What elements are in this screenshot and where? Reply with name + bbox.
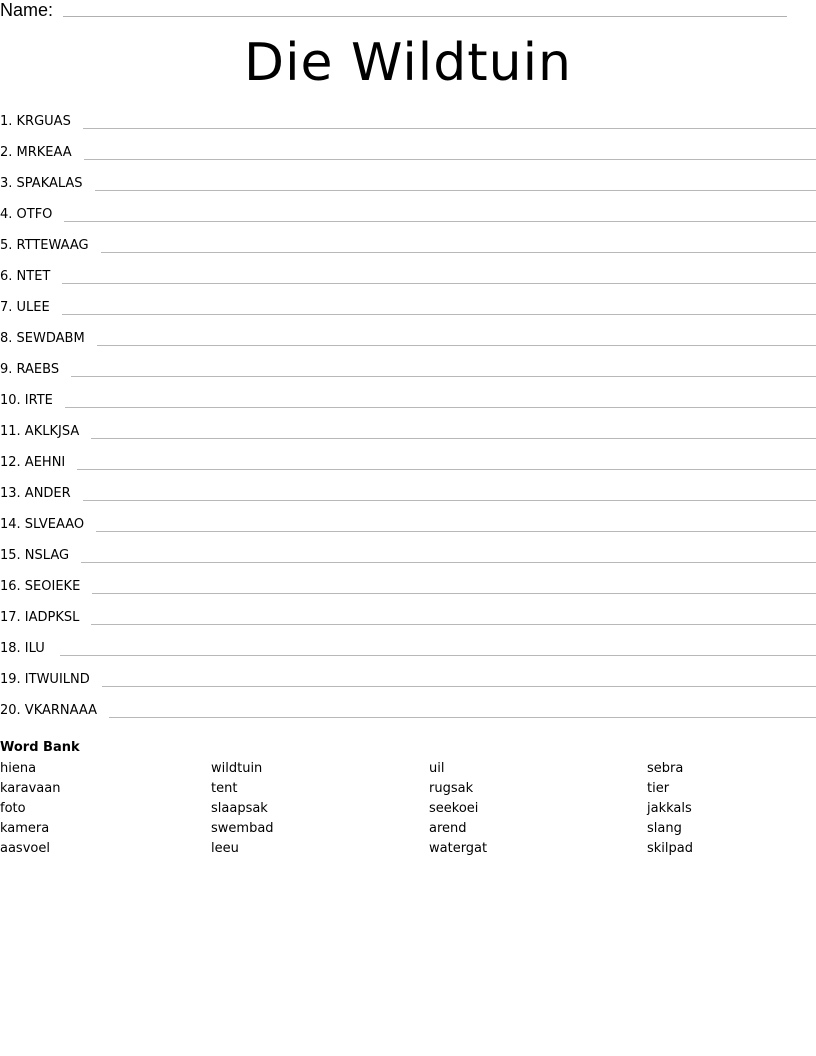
answer-line[interactable]	[60, 593, 816, 594]
puzzle-item-label: 8. SEWDABM	[0, 330, 97, 348]
puzzle-list	[0, 111, 816, 731]
word-bank-word: watergat	[429, 841, 488, 856]
answer-line[interactable]	[60, 438, 816, 439]
word-bank-word: aasvoel	[0, 841, 50, 856]
word-bank-word: kamera	[0, 821, 50, 836]
answer-line[interactable]	[60, 283, 816, 284]
word-bank-word: slang	[647, 821, 682, 836]
puzzle-item-label: 3. SPAKALAS	[0, 175, 95, 193]
word-bank	[0, 739, 816, 859]
puzzle-item-label: 20. VKARNAAA	[0, 702, 109, 720]
puzzle-item	[0, 452, 816, 483]
puzzle-item	[0, 607, 816, 638]
word-bank-word: foto	[0, 801, 26, 816]
puzzle-item-label: 5. RTTEWAAG	[0, 237, 101, 255]
puzzle-item-label: 15. NSLAG	[0, 547, 81, 565]
answer-line[interactable]	[60, 345, 816, 346]
word-bank-word: karavaan	[0, 781, 61, 796]
puzzle-item-label: 11. AKLKJSA	[0, 423, 91, 441]
answer-line[interactable]	[60, 159, 816, 160]
answer-line[interactable]	[60, 252, 816, 253]
puzzle-item	[0, 173, 816, 204]
puzzle-item-label: 14. SLVEAAO	[0, 516, 96, 534]
answer-line[interactable]	[60, 655, 816, 656]
puzzle-item	[0, 576, 816, 607]
answer-line[interactable]	[60, 624, 816, 625]
puzzle-item	[0, 638, 816, 669]
name-label: Name:	[0, 0, 54, 20]
answer-line[interactable]	[60, 531, 816, 532]
word-bank-word: sebra	[647, 761, 684, 776]
puzzle-item	[0, 204, 816, 235]
word-bank-word: tier	[647, 781, 670, 796]
word-bank-word: uil	[429, 761, 445, 776]
puzzle-item-label: 12. AEHNI	[0, 454, 77, 472]
puzzle-item-label: 1. KRGUAS	[0, 113, 83, 131]
puzzle-item	[0, 297, 816, 328]
puzzle-item	[0, 483, 816, 514]
puzzle-item	[0, 390, 816, 421]
word-bank-word: tent	[211, 781, 238, 796]
puzzle-item-label: 9. RAEBS	[0, 361, 71, 379]
puzzle-item	[0, 545, 816, 576]
word-bank-word: skilpad	[647, 841, 693, 856]
puzzle-item	[0, 421, 816, 452]
answer-line[interactable]	[60, 717, 816, 718]
answer-line[interactable]	[60, 128, 816, 129]
puzzle-item	[0, 266, 816, 297]
word-bank-grid	[0, 759, 816, 859]
puzzle-item-label: 7. ULEE	[0, 299, 62, 317]
puzzle-item-label: 16. SEOIEKE	[0, 578, 92, 596]
answer-line[interactable]	[60, 562, 816, 563]
puzzle-item-label: 10. IRTE	[0, 392, 65, 410]
puzzle-item	[0, 669, 816, 700]
word-bank-title: Word Bank	[0, 740, 80, 755]
word-bank-word: seekoei	[429, 801, 479, 816]
puzzle-item-label: 13. ANDER	[0, 485, 83, 503]
puzzle-item-label: 19. ITWUILND	[0, 671, 102, 689]
puzzle-item	[0, 700, 816, 731]
puzzle-item-label: 2. MRKEAA	[0, 144, 84, 162]
answer-line[interactable]	[60, 314, 816, 315]
puzzle-item-label: 17. IADPKSL	[0, 609, 91, 627]
word-bank-word: leeu	[211, 841, 239, 856]
word-bank-word: swembad	[211, 821, 274, 836]
puzzle-item	[0, 359, 816, 390]
name-row	[0, 0, 790, 20]
puzzle-item-label: 4. OTFO	[0, 206, 64, 224]
puzzle-item-label: 18. ILU	[0, 640, 57, 658]
answer-line[interactable]	[60, 407, 816, 408]
name-answer-line[interactable]	[63, 16, 787, 17]
puzzle-item	[0, 142, 816, 173]
answer-line[interactable]	[60, 221, 816, 222]
answer-line[interactable]	[60, 190, 816, 191]
answer-line[interactable]	[60, 376, 816, 377]
word-bank-word: slaapsak	[211, 801, 268, 816]
answer-line[interactable]	[60, 686, 816, 687]
word-bank-word: arend	[429, 821, 467, 836]
puzzle-item	[0, 328, 816, 359]
page-title: Die Wildtuin	[244, 33, 572, 93]
word-bank-word: jakkals	[647, 801, 692, 816]
puzzle-item	[0, 514, 816, 545]
word-bank-word: rugsak	[429, 781, 474, 796]
answer-line[interactable]	[60, 500, 816, 501]
answer-line[interactable]	[60, 469, 816, 470]
word-bank-word: hiena	[0, 761, 37, 776]
puzzle-item	[0, 235, 816, 266]
puzzle-item	[0, 111, 816, 142]
puzzle-item-label: 6. NTET	[0, 268, 62, 286]
word-bank-word: wildtuin	[211, 761, 263, 776]
